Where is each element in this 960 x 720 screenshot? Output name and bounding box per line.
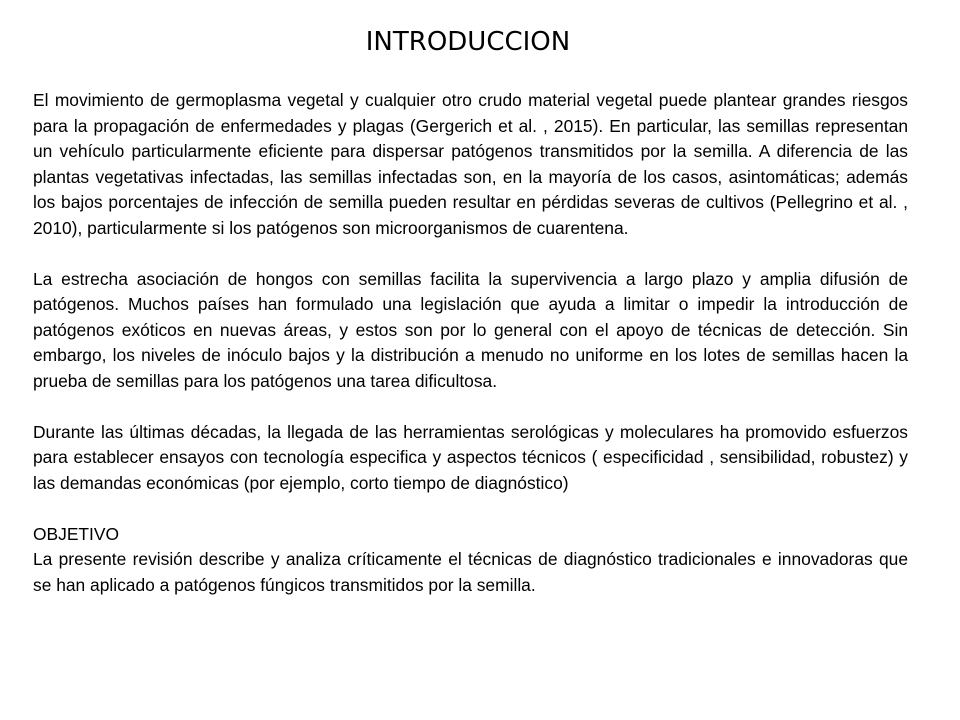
slide-body [33,88,908,598]
paragraph-hongos-semillas: La estrecha asociación de hongos con semillas facilita la supervivencia a largo plazo y amplia difusión de patógenos. Muchos países han formulado una legislación que ayuda a limitar o impedir la introducción de patógenos exóticos en nuevas áreas, y estos son por lo general con el apoyo de técnicas de detección. Sin embargo, los niveles de inóculo bajos y la distribución a menudo no uniforme en los lotes de semillas hacen la prueba de semillas para los patógenos una tarea dificultosa. [33,268,908,391]
objective-section [33,522,908,599]
objective-heading: OBJETIVO [33,523,120,544]
paragraph-germoplasma: El movimiento de germoplasma vegetal y cualquier otro crudo material vegetal puede plantear grandes riesgos para la propagación de enfermedades y plagas (Gergerich et al. , 2015). En particular, las semillas representan un vehículo particularmente eficiente para dispersar patógenos transmitidos por la semilla. A diferencia de las plantas vegetativas infectadas, las semillas infectadas son, en la mayoría de los casos, asintomáticas; además los bajos porcentajes de infección de semilla pueden resultar en pérdidas severas de cultivos (Pellegrino et al. , 2010), particularmente si los patógenos son microorganismos de cuarentena. [33,90,908,238]
slide-title: INTRODUCCION [365,27,571,57]
objective-text: La presente revisión describe y analiza críticamente el técnicas de diagnóstico tradicionales e innovadoras que se han aplicado a patógenos fúngicos transmitidos por la semilla. [33,549,908,595]
paragraph-herramientas: Durante las últimas décadas, la llegada de las herramientas serológicas y moleculares ha promovido esfuerzos para establecer ensayos con tecnología especifica y aspectos técnicos ( especificidad , sensibilidad, robustez) y las demandas económicas (por ejemplo, corto tiempo de diagnóstico) [33,421,908,493]
